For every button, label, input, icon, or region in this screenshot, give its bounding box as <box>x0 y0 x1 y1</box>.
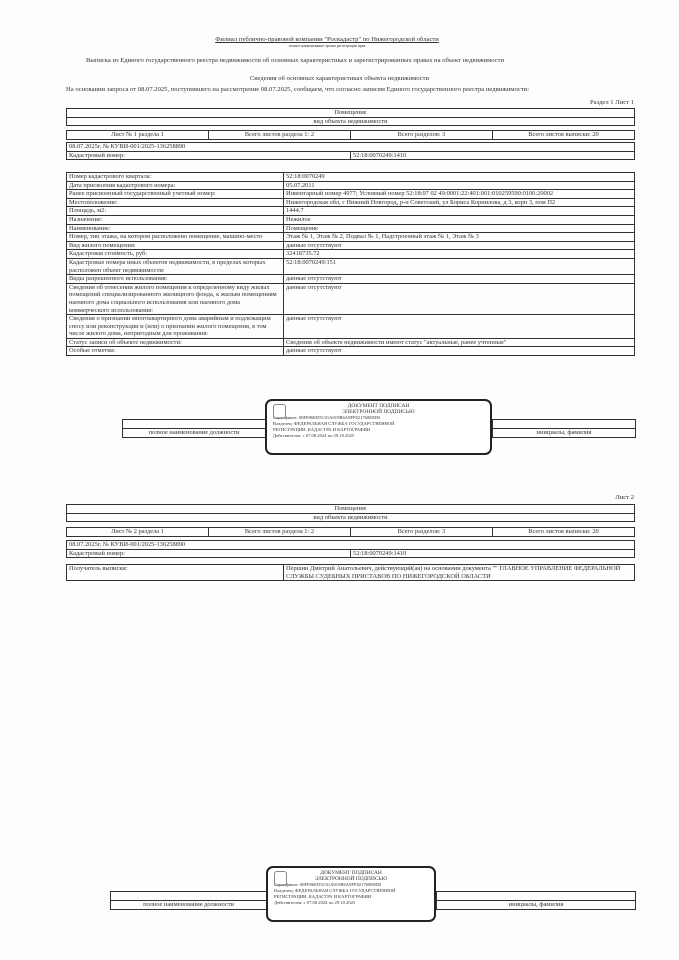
stamp-owner: Владелец: ФЕДЕРАЛЬНАЯ СЛУЖБА ГОСУДАРСТВЕННОЙ <box>274 888 396 893</box>
sections-total: Всего разделов: 3 <box>351 131 493 140</box>
stamp-cert: Сертификат: 00FF86ED5C01A019B6A9FF821768E8D0 <box>273 415 380 420</box>
table-row <box>67 250 635 259</box>
org-caption: полное наименование органа регистрации прав <box>288 44 366 48</box>
row-label: Кадастровая стоимость, руб: <box>67 250 284 259</box>
table-row <box>67 241 635 250</box>
table-row <box>67 198 635 207</box>
doc-number: 08.07.2025г. № КУВИ-001/2025-136258890 <box>67 541 635 550</box>
e-signature-stamp-2 <box>266 866 436 922</box>
cadastral-label: Кадастровый номер: <box>67 151 351 160</box>
stamp-title: ДОКУМЕНТ ПОДПИСАН <box>320 870 382 876</box>
stamp-subtitle: ЭЛЕКТРОННОЙ ПОДПИСЬЮ <box>314 876 388 882</box>
sections-total: Всего разделов: 3 <box>351 528 493 537</box>
table-row <box>67 224 635 233</box>
row-value: Нежилое <box>284 215 635 224</box>
sheets-in-section: Всего листов раздела 1: 2 <box>209 131 351 140</box>
characteristics-table <box>66 172 635 356</box>
table-row <box>67 315 635 339</box>
doc-title: Выписка из Единого государственного реестра недвижимости об основных характеристиках и зарегистрированных правах на объект недвижимости <box>86 57 505 64</box>
sheet2-label: Лист 2 <box>615 494 634 501</box>
stamp-owner: Владелец: ФЕДЕРАЛЬНАЯ СЛУЖБА ГОСУДАРСТВЕННОЙ <box>273 421 395 426</box>
stamp-cert: Сертификат: 00FF86ED5C01A019B6A9FF821768E8D0 <box>274 882 381 887</box>
table-row <box>67 258 635 274</box>
row-value: Нижегородская обл, г Нижний Новгород, р-н Советский, ул Бориса Корнилова, д 3, корп 3, пом П2 <box>284 198 635 207</box>
row-label: Местоположение: <box>67 198 284 207</box>
row-label: Вид жилого помещения: <box>67 241 284 250</box>
row-value: 52:18:0070249 <box>284 173 635 182</box>
row-label: Кадастровые номера иных объектов недвижимости, в пределах которых расположен объект недвижимости: <box>67 258 284 274</box>
object-type-caption: вид объекта недвижимости <box>67 117 635 126</box>
recipient-value: Першин Дмитрий Анатольевич, действующий(ая) на основании документа "" ГЛАВНОЕ УПРАВЛЕНИЕ ФЕДЕРАЛЬНОЙ СЛУЖБЫ СУДЕБНЫХ ПРИСТАВОВ ПО НИЖЕГОРОДСКОЙ ОБЛАСТИ <box>284 565 635 581</box>
row-value: данные отсутствуют <box>284 315 635 339</box>
recipient-label: Получатель выписки: <box>67 565 284 581</box>
cadastral-value: 52:18:0070249:1410 <box>351 549 635 558</box>
sheet-number: Лист № 1 раздела 1 <box>67 131 209 140</box>
e-signature-stamp <box>265 399 492 455</box>
row-value: Сведения об объекте недвижимости имеют статус "актуальные, ранее учтенные" <box>284 338 635 347</box>
table-row <box>67 233 635 242</box>
object-type: Помещение <box>67 505 635 514</box>
emblem-icon <box>274 871 287 886</box>
doc-number-table-2 <box>66 540 635 558</box>
section-label: Раздел 1 Лист 1 <box>590 99 634 106</box>
sheet-info-table <box>66 130 635 140</box>
row-value: данные отсутствуют <box>284 283 635 314</box>
row-label: Назначение: <box>67 215 284 224</box>
row-label: Площадь, м2: <box>67 207 284 216</box>
table-row <box>67 181 635 190</box>
table-row <box>67 190 635 199</box>
signature-position: полное наименование должности <box>111 901 267 910</box>
stamp-validity: Действителен: с 07.08.2024 по 29.10.2025 <box>273 433 355 438</box>
stamp-subtitle: ЭЛЕКТРОННОЙ ПОДПИСЬЮ <box>342 409 415 415</box>
stamp-owner-2: РЕГИСТРАЦИИ, КАДАСТРА И КАРТОГРАФИИ <box>274 894 372 899</box>
row-label: Дата присвоения кадастрового номера: <box>67 181 284 190</box>
row-label: Ранее присвоенный государственный учетный номер: <box>67 190 284 199</box>
doc-subtitle: Сведения об основных характеристиках объекта недвижимости <box>249 75 430 82</box>
table-row <box>67 283 635 314</box>
row-value: данные отсутствуют <box>284 241 635 250</box>
table-row <box>67 338 635 347</box>
object-type-caption: вид объекта недвижимости <box>67 513 635 522</box>
object-type-table-2 <box>66 504 635 522</box>
org-name: Филиал публично-правовой компании "Роскадастр" по Нижегородской области <box>215 36 439 43</box>
row-value: 1444.7 <box>284 207 635 216</box>
cadastral-label: Кадастровый номер: <box>67 549 351 558</box>
doc-number: 08.07.2025г. № КУВИ-001/2025-136258890 <box>67 143 635 152</box>
row-value: Инвентарный номер 4977; Условный номер 52:18:07 02 49:0001:22:401:001:010259590:0100:20002 <box>284 190 635 199</box>
row-label: Сведения об отнесении жилого помещения к определенному виду жилых помещений специализированного жилищного фонда, к жилым помещениям наемного дома социального использования или наемного дома коммерческого использования: <box>67 283 284 314</box>
row-value: 32418735.72 <box>284 250 635 259</box>
emblem-icon <box>273 404 286 419</box>
table-row <box>67 215 635 224</box>
table-row <box>67 347 635 356</box>
doc-number-table <box>66 142 635 160</box>
table-row <box>67 275 635 284</box>
intro-text: На основании запроса от 08.07.2025, поступившего на рассмотрение 08.07.2025, сообщаем, что согласно записям Единого государственного реестра недвижимости: <box>66 86 530 93</box>
row-label: Виды разрешенного использования: <box>67 275 284 284</box>
row-label: Особые отметки: <box>67 347 284 356</box>
object-type: Помещение <box>67 109 635 118</box>
row-label: Номер, тип этажа, на котором расположено помещение, машино-место <box>67 233 284 242</box>
row-value: 52:18:0070249:151 <box>284 258 635 274</box>
row-value: данные отсутствуют <box>284 275 635 284</box>
object-type-table <box>66 108 635 126</box>
stamp-owner-2: РЕГИСТРАЦИИ, КАДАСТРА И КАРТОГРАФИИ <box>273 427 371 432</box>
row-label: Сведения о признании многоквартирного дома аварийным и подлежащим сносу или реконструкции и (или) о признании жилого помещения, в том числе жилого дома, непригодным для проживания: <box>67 315 284 339</box>
table-row <box>67 173 635 182</box>
row-value: Этаж № 1, Этаж № 2, Подвал № 1, Надстроенный этаж № 1, Этаж № 3 <box>284 233 635 242</box>
signature-name: инициалы, фамилия <box>437 901 636 910</box>
stamp-validity: Действителен: с 07.08.2024 по 29.10.2025 <box>274 900 356 905</box>
row-value: данные отсутствуют <box>284 347 635 356</box>
sheets-in-section: Всего листов раздела 1: 2 <box>209 528 351 537</box>
table-row <box>67 207 635 216</box>
row-label: Номер кадастрового квартала: <box>67 173 284 182</box>
row-label: Наименование: <box>67 224 284 233</box>
signature-position: полное наименование должности <box>123 429 266 438</box>
row-value: Помещение <box>284 224 635 233</box>
stamp-title: ДОКУМЕНТ ПОДПИСАН <box>347 403 410 409</box>
recipient-table <box>66 564 635 581</box>
cadastral-value: 52:18:0070249:1410 <box>351 151 635 160</box>
row-label: Статус записи об объекте недвижимости: <box>67 338 284 347</box>
sheet-info-table-2 <box>66 527 635 537</box>
row-value: 05.07.2011 <box>284 181 635 190</box>
sheets-total: Всего листов выписки: 20 <box>493 131 635 140</box>
sheet-number: Лист № 2 раздела 1 <box>67 528 209 537</box>
sheets-total: Всего листов выписки: 20 <box>493 528 635 537</box>
signature-name: инициалы, фамилия <box>493 429 636 438</box>
